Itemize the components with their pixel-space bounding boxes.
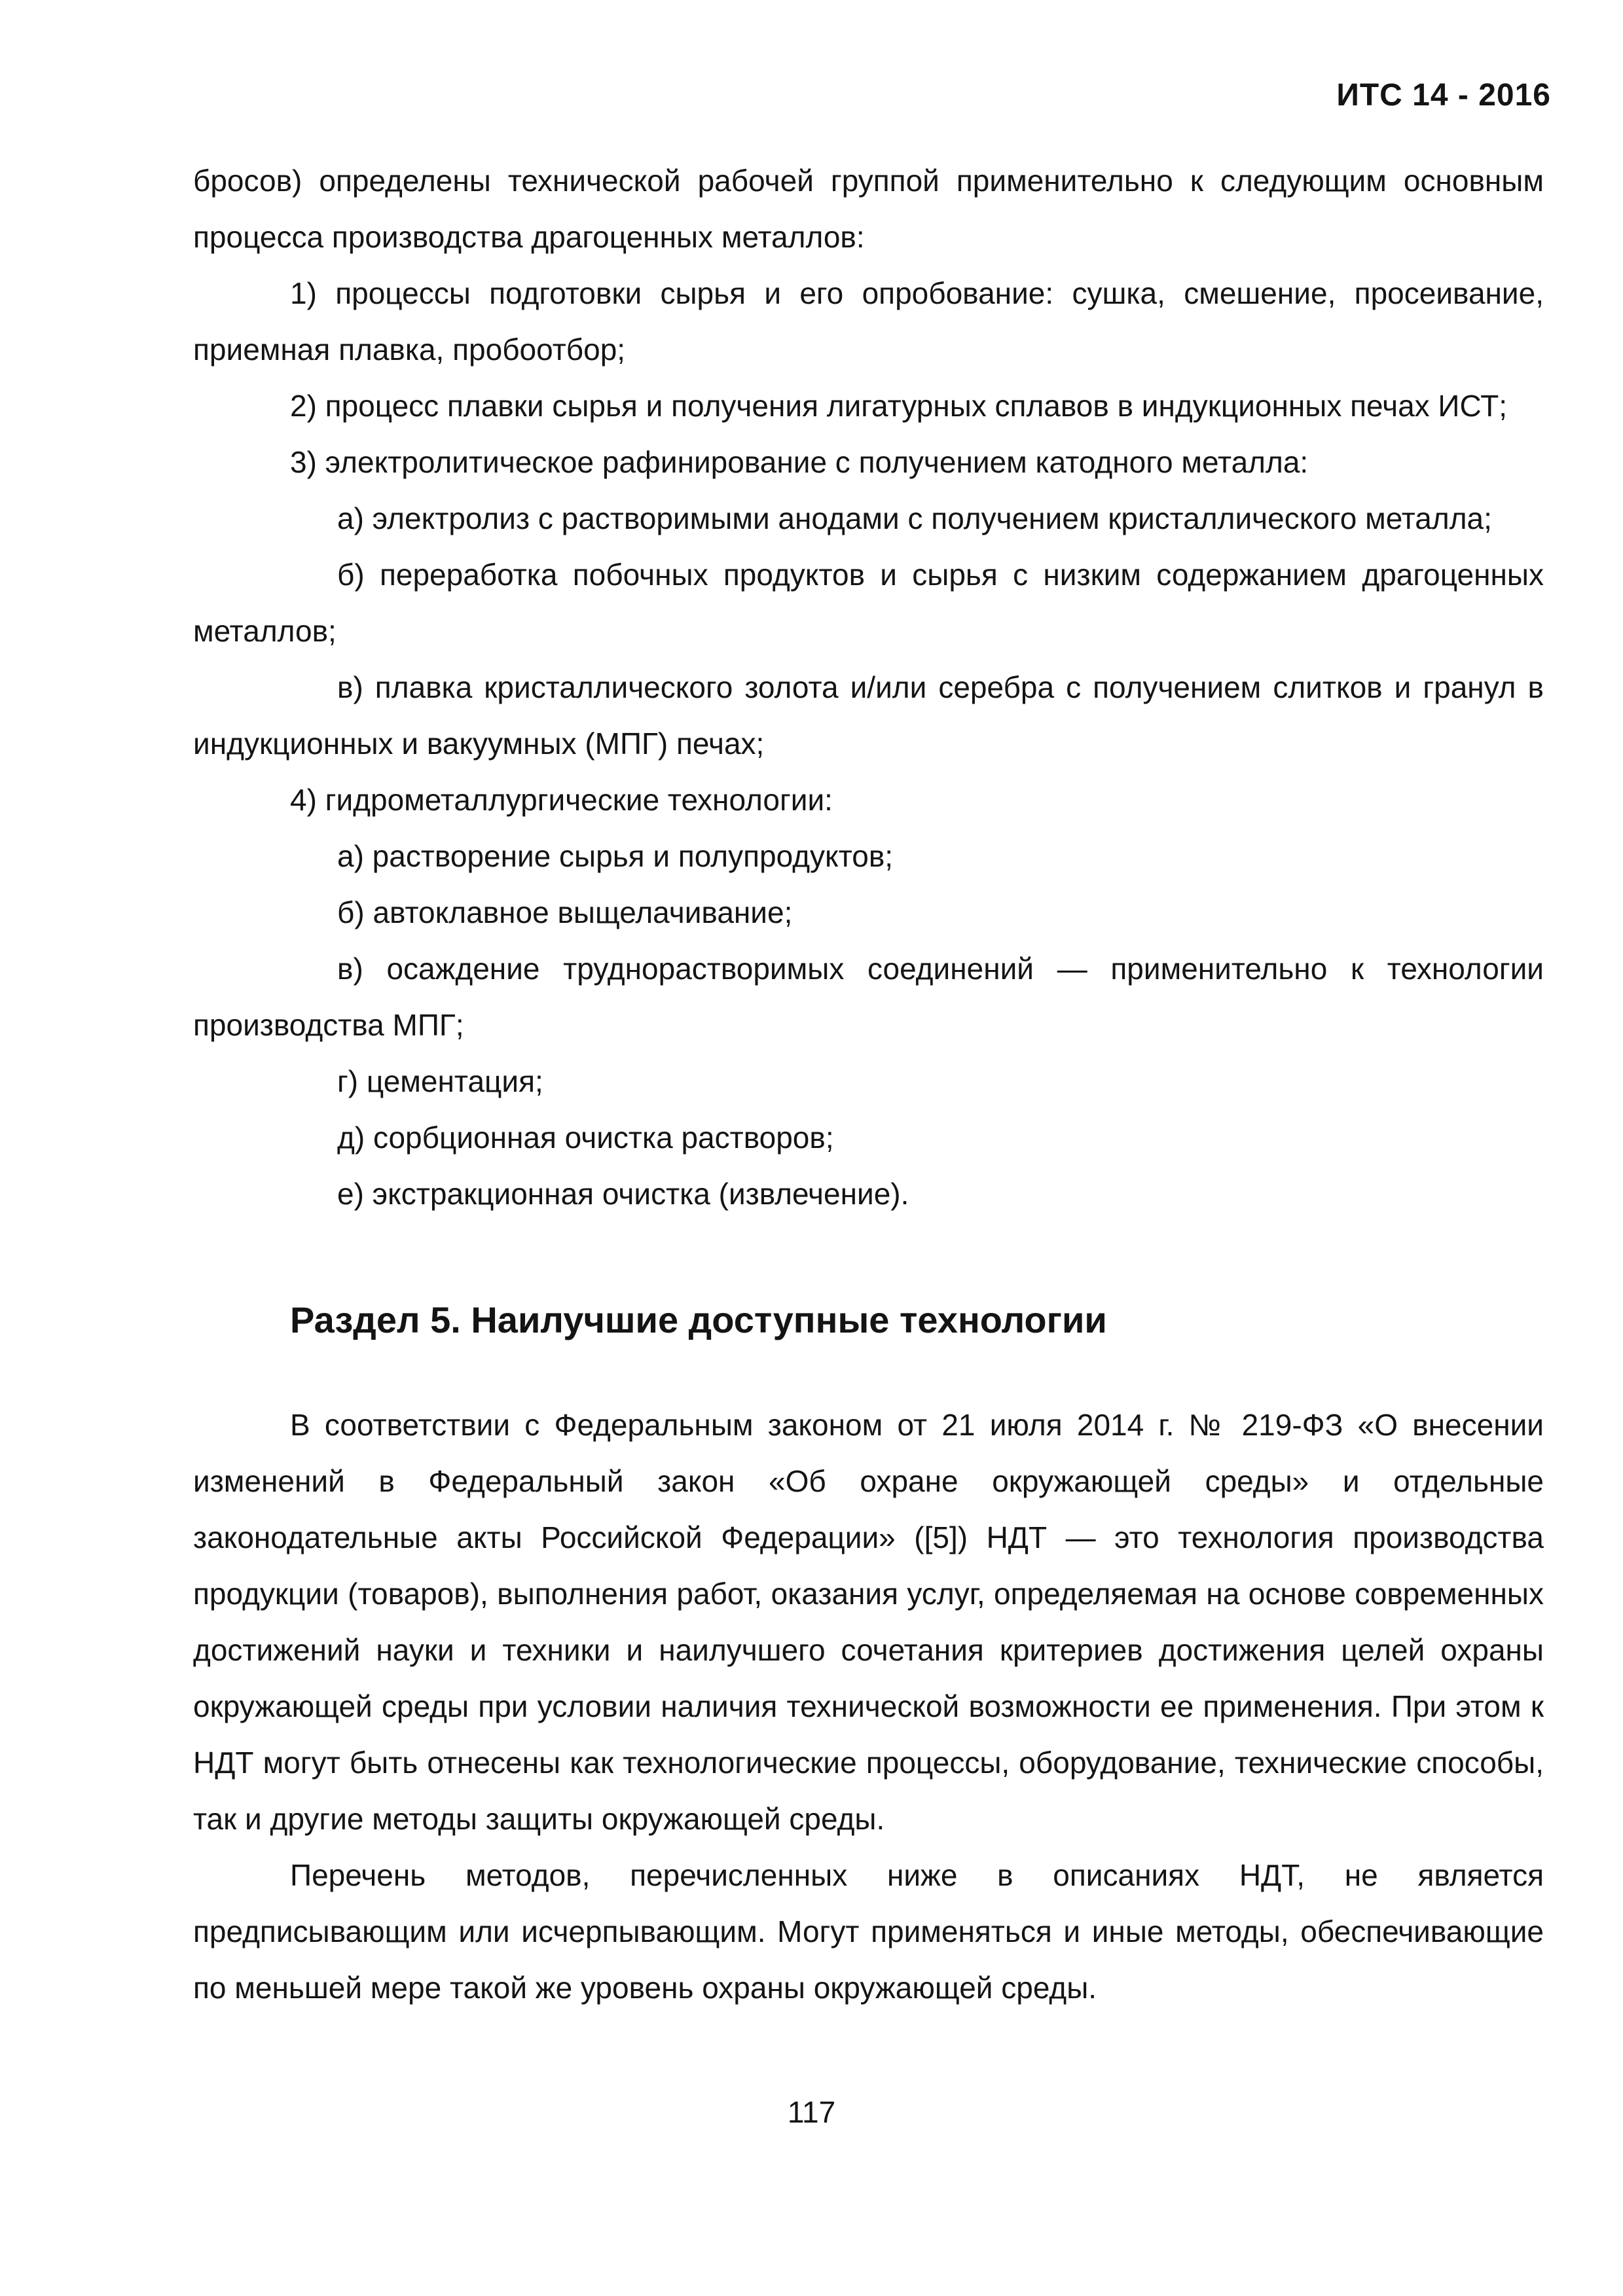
page-body: [193, 152, 1544, 2016]
list-item-1: 1) процессы подготовки сырья и его опробование: сушка, смешение, просеивание, приемная плавка, пробоотбор;: [193, 276, 1544, 367]
list-item-3a: а) электролиз с растворимыми анодами с получением кристаллического металла;: [337, 501, 1492, 535]
list-item-4e: д) сорбционная очистка растворов;: [337, 1121, 834, 1155]
page-number: 117: [787, 2095, 836, 2129]
list-item-4f: е) экстракционная очистка (извлечение).: [337, 1177, 909, 1211]
list-item-3b: б) переработка побочных продуктов и сырья с низким содержанием драгоценных металлов;: [193, 558, 1544, 648]
list-item-3: 3) электролитическое рафинирование с получением катодного металла:: [290, 445, 1309, 479]
list-item-4: 4) гидрометаллургические технологии:: [290, 783, 833, 817]
document-id-header: ИТС 14 - 2016: [1336, 78, 1551, 113]
list-item-4b: б) автоклавное выщелачивание;: [337, 895, 793, 929]
body-paragraph-1: В соответствии с Федеральным законом от 21 июля 2014 г. № 219-ФЗ «О внесении изменений в Федеральный закон «Об охране окружающей среды» и отдельные законодательные акты Российской Федерации» ([5]) НДТ — это технология производства продукции (товаров), выполнения работ, оказания услуг, определяемая на основе современных достижений науки и техники и наилучшего сочетания критериев достижения целей охраны окружающей среды при условии наличия технической возможности ее применения. При этом к НДТ могут быть отнесены как технологические процессы, оборудование, технические способы, так и другие методы защиты окружающей среды.: [193, 1408, 1544, 1836]
list-item-4c: в) осаждение труднорастворимых соединений — применительно к технологии производства МПГ;: [193, 952, 1544, 1042]
section-heading: Раздел 5. Наилучшие доступные технологии: [290, 1299, 1107, 1340]
list-item-4a: а) растворение сырья и полупродуктов;: [337, 839, 894, 873]
body-paragraph-2: Перечень методов, перечисленных ниже в описаниях НДТ, не является предписывающим или исчерпывающим. Могут применяться и иные методы, обеспечивающие по меньшей мере такой же уровень охраны окружающей среды.: [193, 1858, 1544, 2005]
list-item-3c: в) плавка кристаллического золота и/или серебра с получением слитков и гранул в индукционных и вакуумных (МПГ) печах;: [193, 670, 1544, 761]
intro-paragraph: бросов) определены технической рабочей группой применительно к следующим основным процесса производства драгоценных металлов:: [193, 164, 1544, 254]
list-item-2: 2) процесс плавки сырья и получения лигатурных сплавов в индукционных печах ИСТ;: [290, 389, 1508, 423]
list-item-4d: г) цементация;: [337, 1064, 543, 1098]
